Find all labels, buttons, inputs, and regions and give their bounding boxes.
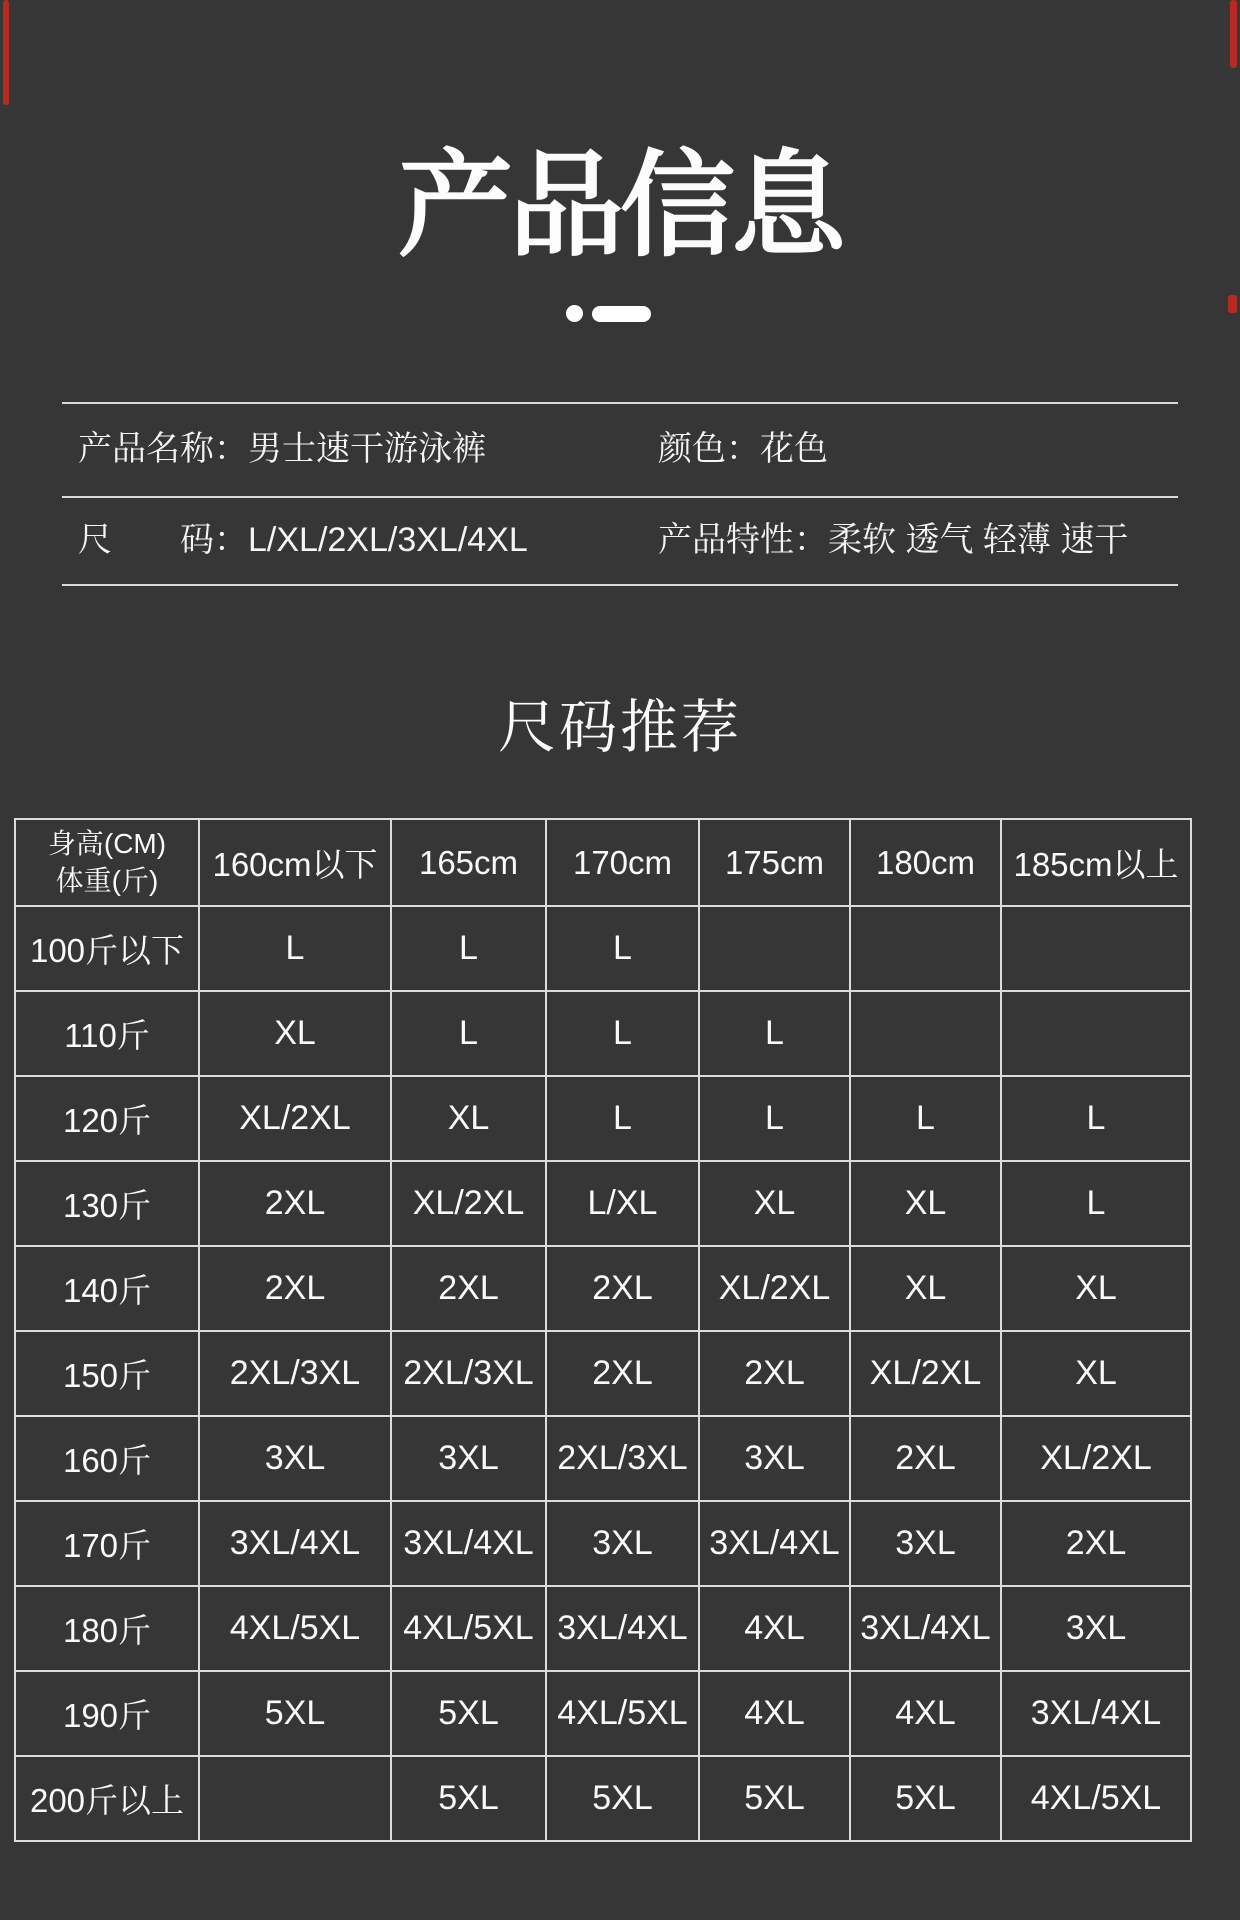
size-label: 尺 码：: [78, 521, 248, 559]
table-row: [15, 1331, 1191, 1416]
table-row: [15, 1416, 1191, 1501]
size-cell: L: [546, 991, 699, 1076]
feature-value: 柔软 透气 轻薄 速干: [828, 521, 1129, 559]
table-row: [15, 1246, 1191, 1331]
size-cell: XL: [699, 1161, 850, 1246]
section-title: 尺码推荐: [497, 695, 742, 760]
info-left-pair: [78, 496, 528, 584]
table-row: [15, 1586, 1191, 1671]
size-cell: L: [546, 1076, 699, 1161]
size-cell: 3XL: [199, 1416, 391, 1501]
red-edge-artifact: [1228, 295, 1237, 313]
table-row: [15, 991, 1191, 1076]
color-value: 花色: [760, 430, 828, 468]
table-row: [15, 906, 1191, 991]
weight-cell: 180斤: [15, 1586, 199, 1671]
size-cell: 5XL: [391, 1756, 546, 1841]
size-cell: [199, 1756, 391, 1841]
size-cell: L: [850, 1076, 1001, 1161]
size-cell: L: [199, 906, 391, 991]
size-cell: XL: [1001, 1331, 1191, 1416]
table-row: [15, 1756, 1191, 1841]
size-cell: XL/2XL: [391, 1161, 546, 1246]
info-row-size: [0, 496, 1240, 584]
size-cell: 4XL/5XL: [391, 1586, 546, 1671]
size-cell: 3XL: [1001, 1586, 1191, 1671]
table-corner-header: [15, 819, 199, 906]
size-cell: 5XL: [699, 1756, 850, 1841]
page-title: 产品信息: [397, 142, 842, 270]
size-cell: 5XL: [546, 1756, 699, 1841]
size-cell: 3XL/4XL: [850, 1586, 1001, 1671]
table-column-header: 160cm以下: [199, 819, 391, 906]
table-column-header: 165cm: [391, 819, 546, 906]
size-cell: L: [1001, 1161, 1191, 1246]
info-right-pair: [658, 402, 828, 496]
size-cell: 4XL: [699, 1586, 850, 1671]
size-cell: [699, 906, 850, 991]
size-cell: XL: [850, 1246, 1001, 1331]
size-cell: 3XL/4XL: [199, 1501, 391, 1586]
size-cell: L: [391, 906, 546, 991]
weight-cell: 140斤: [15, 1246, 199, 1331]
size-cell: L: [1001, 1076, 1191, 1161]
weight-cell: 100斤以下: [15, 906, 199, 991]
info-left-pair: [78, 402, 486, 496]
size-cell: 2XL: [1001, 1501, 1191, 1586]
info-row-product: [0, 402, 1240, 496]
red-edge-artifact: [1230, 0, 1237, 68]
weight-cell: 150斤: [15, 1331, 199, 1416]
size-cell: 3XL: [699, 1416, 850, 1501]
size-cell: 4XL: [699, 1671, 850, 1756]
size-cell: 3XL: [850, 1501, 1001, 1586]
weight-cell: 190斤: [15, 1671, 199, 1756]
title-decoration-dash-icon: [592, 306, 651, 322]
size-cell: 3XL/4XL: [391, 1501, 546, 1586]
feature-label: 产品特性：: [658, 521, 828, 559]
size-cell: 2XL/3XL: [391, 1331, 546, 1416]
size-cell: 2XL/3XL: [199, 1331, 391, 1416]
size-cell: 3XL: [546, 1501, 699, 1586]
size-cell: 2XL: [546, 1246, 699, 1331]
size-cell: 3XL/4XL: [699, 1501, 850, 1586]
size-cell: 2XL: [699, 1331, 850, 1416]
table-column-header: 175cm: [699, 819, 850, 906]
size-table: [14, 818, 1192, 1842]
size-cell: XL: [850, 1161, 1001, 1246]
table-header-row: [15, 819, 1191, 906]
weight-cell: 120斤: [15, 1076, 199, 1161]
size-cell: 2XL: [850, 1416, 1001, 1501]
weight-cell: 200斤以上: [15, 1756, 199, 1841]
weight-cell: 130斤: [15, 1161, 199, 1246]
color-label: 颜色：: [658, 430, 760, 468]
size-cell: 3XL/4XL: [546, 1586, 699, 1671]
size-cell: 4XL/5XL: [1001, 1756, 1191, 1841]
size-cell: 3XL: [391, 1416, 546, 1501]
table-column-header: 180cm: [850, 819, 1001, 906]
size-cell: 2XL: [546, 1331, 699, 1416]
size-cell: XL/2XL: [699, 1246, 850, 1331]
size-cell: L: [699, 1076, 850, 1161]
size-cell: 4XL/5XL: [546, 1671, 699, 1756]
size-cell: [1001, 906, 1191, 991]
corner-header-line: 身高(CM): [47, 828, 167, 860]
product-name-value: 男士速干游泳裤: [248, 430, 486, 468]
info-right-pair: [658, 496, 1128, 584]
size-cell: 2XL: [199, 1246, 391, 1331]
size-cell: [850, 991, 1001, 1076]
size-cell: 4XL: [850, 1671, 1001, 1756]
product-name-label: 产品名称：: [78, 430, 248, 468]
size-cell: 5XL: [850, 1756, 1001, 1841]
table-row: [15, 1076, 1191, 1161]
divider-line: [62, 584, 1178, 586]
size-cell: 3XL/4XL: [1001, 1671, 1191, 1756]
size-cell: XL: [391, 1076, 546, 1161]
table-row: [15, 1671, 1191, 1756]
size-value: L/XL/2XL/3XL/4XL: [248, 521, 528, 559]
table-body: [15, 906, 1191, 1841]
weight-cell: 170斤: [15, 1501, 199, 1586]
table-column-header: 170cm: [546, 819, 699, 906]
size-cell: [850, 906, 1001, 991]
red-edge-artifact: [3, 0, 9, 105]
size-cell: XL: [199, 991, 391, 1076]
size-cell: L/XL: [546, 1161, 699, 1246]
table-row: [15, 1161, 1191, 1246]
size-cell: 5XL: [391, 1671, 546, 1756]
table-row: [15, 1501, 1191, 1586]
size-cell: L: [699, 991, 850, 1076]
weight-cell: 160斤: [15, 1416, 199, 1501]
size-cell: XL/2XL: [1001, 1416, 1191, 1501]
size-cell: 4XL/5XL: [199, 1586, 391, 1671]
size-cell: XL/2XL: [199, 1076, 391, 1161]
size-cell: L: [546, 906, 699, 991]
size-cell: XL/2XL: [850, 1331, 1001, 1416]
size-cell: XL: [1001, 1246, 1191, 1331]
table-header: [15, 819, 1191, 906]
size-cell: 2XL: [391, 1246, 546, 1331]
weight-cell: 110斤: [15, 991, 199, 1076]
size-cell: [1001, 991, 1191, 1076]
size-cell: 2XL: [199, 1161, 391, 1246]
size-cell: 5XL: [199, 1671, 391, 1756]
size-recommendation-table: [14, 818, 1192, 1842]
size-cell: 2XL/3XL: [546, 1416, 699, 1501]
title-decoration-dot-icon: [566, 305, 583, 322]
table-column-header: 185cm以上: [1001, 819, 1191, 906]
size-cell: L: [391, 991, 546, 1076]
corner-header-line: 体重(斤): [55, 864, 159, 896]
